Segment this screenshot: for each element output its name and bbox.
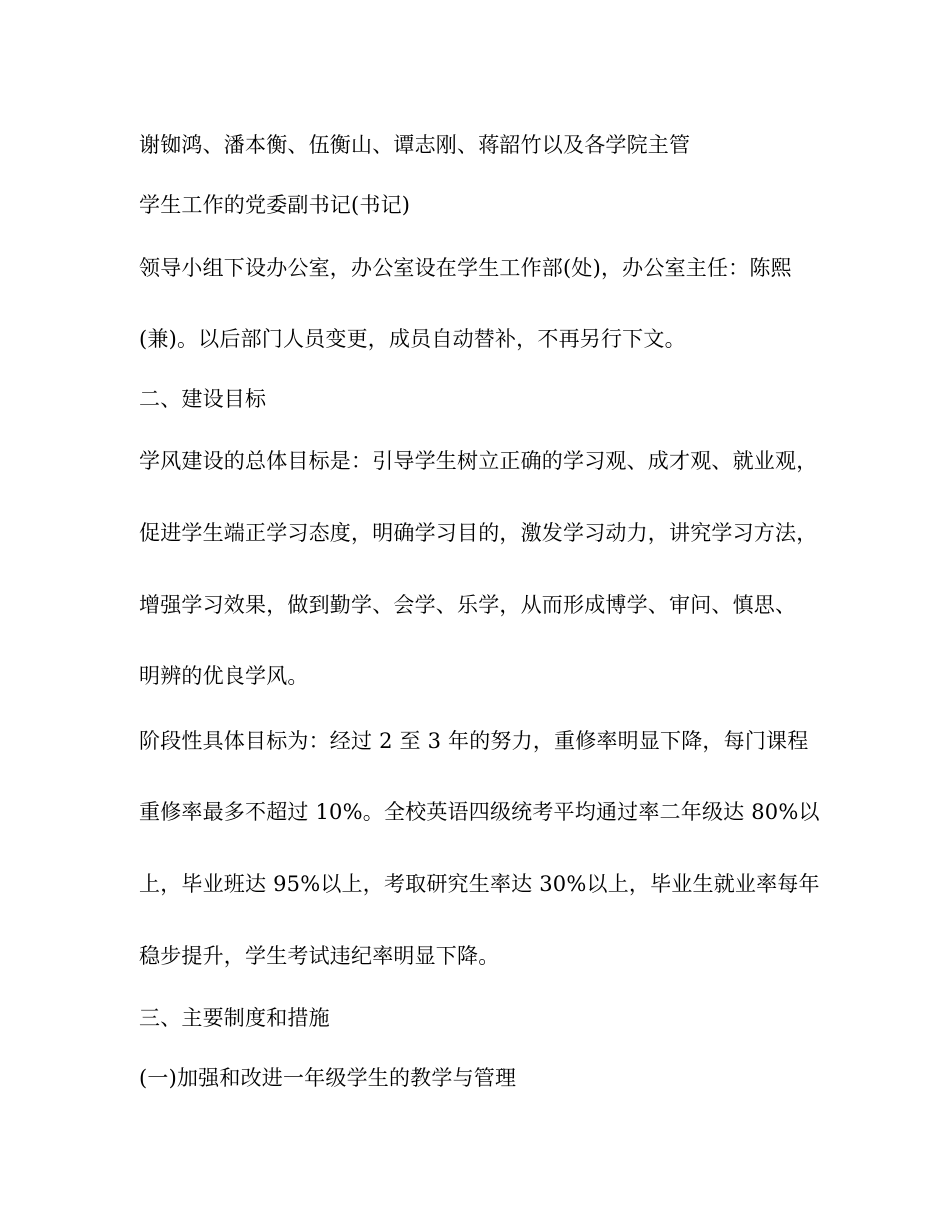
text-line-4: (兼)。以后部门人员变更，成员自动替补，不再另行下文。 — [139, 327, 686, 351]
section-heading-measures: 三、主要制度和措施 — [139, 1006, 330, 1030]
text-line-8: 增强学习效果，做到勤学、会学、乐学，从而形成博学、审问、慎思、 — [139, 593, 797, 617]
text-line-3: 领导小组下设办公室，办公室设在学生工作部(处)，办公室主任：陈熙 — [139, 256, 792, 280]
text-line-6: 学风建设的总体目标是：引导学生树立正确的学习观、成才观、就业观， — [139, 449, 818, 473]
text-line-11: 重修率最多不超过 10%。全校英语四级统考平均通过率二年级达 80%以 — [139, 800, 820, 824]
text-line-2: 学生工作的党委副书记(书记) — [139, 193, 411, 217]
text-line-7: 促进学生端正学习态度，明确学习目的，激发学习动力，讲究学习方法， — [139, 521, 818, 545]
text-line-9: 明辨的优良学风。 — [139, 664, 309, 688]
section-heading-goals: 二、建设目标 — [139, 387, 267, 411]
text-line-12: 上，毕业班达 95%以上，考取研究生率达 30%以上，毕业生就业率每年 — [139, 872, 820, 896]
text-line-10: 阶段性具体目标为：经过 2 至 3 年的努力，重修率明显下降，每门课程 — [139, 729, 809, 753]
text-line-1: 谢铷鸿、潘本衡、伍衡山、谭志刚、蒋韶竹以及各学院主管 — [139, 133, 691, 157]
text-line-13: 稳步提升，学生考试违纪率明显下降。 — [139, 944, 500, 968]
subsection-heading-1: (一)加强和改进一年级学生的教学与管理 — [139, 1066, 517, 1090]
